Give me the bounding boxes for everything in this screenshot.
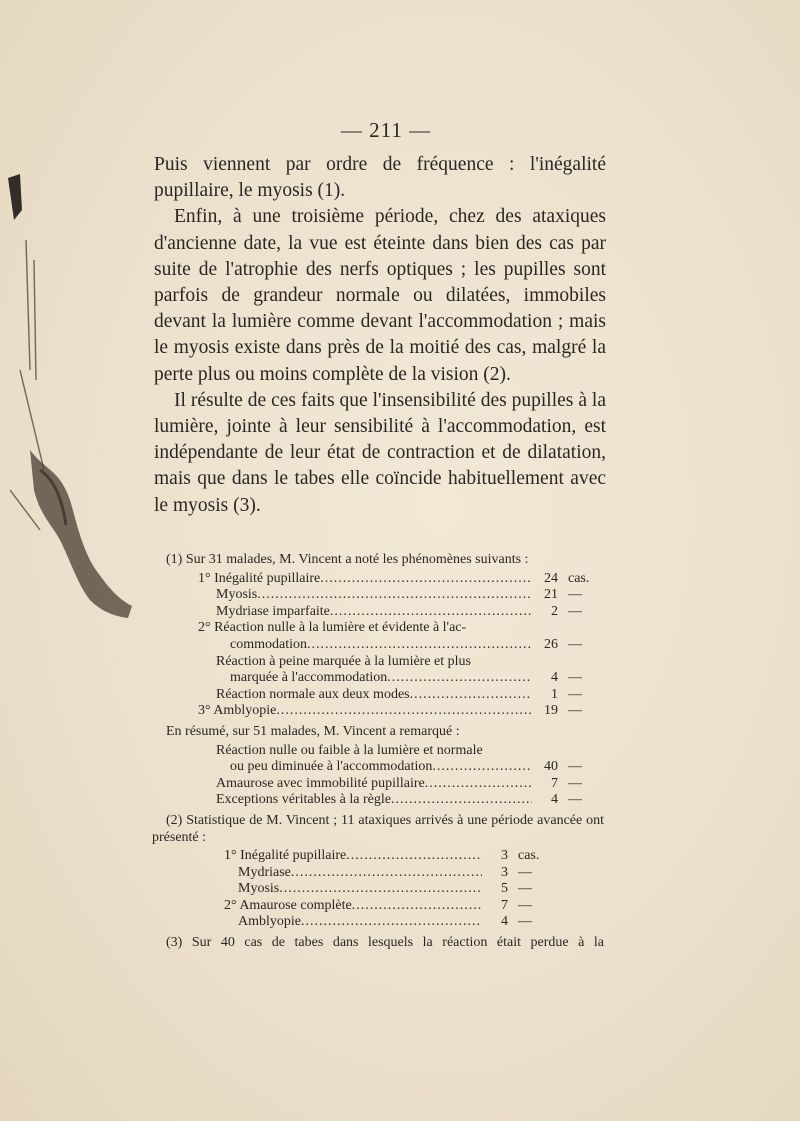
footnote-1-intro: (1) Sur 31 malades, M. Vincent a noté les phénomènes suivants :	[166, 552, 529, 567]
paragraph: Il résulte de ces faits que l'insensibilité des pupilles à la lumière, jointe à leur sensibilité à l'accommodation, est indépendante de leur état de contraction et de dilatation, mais que dans le tabes elle coïncide habituellement avec le myosis (3).	[154, 389, 606, 516]
table-row	[216, 792, 598, 809]
leader-dots	[301, 914, 482, 931]
leader-dots	[391, 792, 532, 809]
row-label: Réaction nulle ou faible à la lumière et normale	[216, 742, 483, 758]
row-label: ou peu diminuée à l'accommodation	[230, 759, 433, 775]
leader-dots	[257, 587, 532, 604]
leader-dots	[276, 703, 532, 720]
row-label: marquée à l'accommodation	[230, 670, 388, 686]
row-unit: —	[568, 792, 582, 808]
main-text	[154, 152, 606, 519]
table-row	[216, 604, 598, 621]
footnote-2-table	[152, 848, 604, 931]
row-unit: —	[568, 703, 582, 719]
table-row	[198, 703, 598, 720]
row-value: 4	[551, 670, 558, 686]
summary-intro: En résumé, sur 51 malades, M. Vincent a remarqué :	[166, 723, 460, 739]
leader-dots	[330, 604, 532, 621]
row-unit: —	[568, 686, 582, 702]
row-value: 3	[501, 864, 508, 880]
leader-dots	[425, 776, 532, 793]
row-label: 1° Inégalité pupillaire	[224, 848, 347, 864]
table-row	[238, 865, 548, 882]
summary-table	[152, 743, 604, 809]
leader-dots	[410, 687, 532, 704]
leader-dots	[291, 865, 482, 882]
table-row	[216, 759, 598, 776]
table-row	[216, 587, 598, 604]
table-row	[224, 898, 548, 915]
row-label: Myosis	[216, 587, 258, 603]
leader-dots	[279, 881, 482, 898]
row-unit: —	[568, 603, 582, 619]
row-value: 21	[544, 587, 558, 603]
row-label: Réaction à peine marquée à la lumière et plus	[216, 653, 472, 669]
row-unit: —	[518, 881, 532, 897]
row-value: 5	[501, 881, 508, 897]
row-unit: —	[568, 587, 582, 603]
row-value: 26	[544, 636, 558, 652]
row-value: 4	[551, 792, 558, 808]
row-label: 3° Amblyopie	[198, 703, 277, 719]
row-unit: —	[518, 914, 532, 930]
row-unit: —	[518, 897, 532, 913]
leader-dots	[352, 898, 482, 915]
paragraph: Puis viennent par ordre de fréquence : l'inégalité pupillaire, le myosis (1).	[154, 154, 606, 202]
row-unit: —	[568, 759, 582, 775]
table-row	[230, 637, 598, 654]
row-label: Mydriase imparfaite	[216, 603, 330, 619]
table-row	[230, 670, 598, 687]
row-value: 1	[551, 686, 558, 702]
ink-stain	[0, 170, 140, 650]
leader-dots	[346, 848, 482, 865]
row-unit: —	[568, 670, 582, 686]
leader-dots	[307, 637, 532, 654]
row-label: Mydriase	[238, 864, 291, 880]
row-value: 7	[551, 775, 558, 791]
footnotes	[152, 552, 604, 952]
row-unit: cas.	[568, 570, 590, 586]
row-value: 2	[551, 603, 558, 619]
row-value: 19	[544, 703, 558, 719]
row-unit: —	[568, 775, 582, 791]
paragraph: Enfin, à une troisième période, chez des ataxiques d'ancienne date, la vue est éteinte dans bien des cas par suite de l'atrophie des nerfs optiques ; les pupilles sont parfois de grandeur normale ou dilatées, immobiles devant la lumière comme devant l'accommodation ; mais le myosis existe dans près de la moitié des cas, malgré la perte plus ou moins complète de la vision (2).	[154, 206, 606, 385]
row-value: 7	[501, 897, 508, 913]
table-row	[216, 776, 598, 793]
row-label: 1° Inégalité pupillaire	[198, 570, 321, 586]
footnote-3-intro: (3) Sur 40 cas de tabes dans lesquels la réaction était perdue à la	[166, 935, 604, 951]
table-row	[224, 848, 548, 865]
table-row	[238, 881, 548, 898]
row-label: 2° Amaurose complète	[224, 897, 352, 913]
leader-dots	[432, 759, 532, 776]
row-label: Amblyopie	[238, 914, 301, 930]
table-row	[198, 571, 598, 588]
row-value: 3	[501, 848, 508, 864]
row-unit: —	[568, 636, 582, 652]
row-unit: —	[518, 864, 532, 880]
leader-dots	[320, 571, 532, 588]
row-label: Amaurose avec immobilité pupillaire	[216, 775, 425, 791]
page-number: — 211 —	[340, 118, 432, 142]
row-value: 24	[544, 570, 558, 586]
row-label: commodation	[230, 636, 307, 652]
row-unit: cas.	[518, 848, 540, 864]
table-row	[238, 914, 548, 931]
row-value: 4	[501, 914, 508, 930]
row-label: Réaction normale aux deux modes	[216, 686, 410, 702]
row-label: 2° Réaction nulle à la lumière et évidente à l'ac-	[198, 620, 467, 636]
footnote-1-table	[152, 571, 604, 720]
leader-dots	[387, 670, 532, 687]
table-row	[216, 687, 598, 704]
footnote-2-intro: (2) Statistique de M. Vincent ; 11 ataxiques arrivés à une période avancée ont présenté :	[152, 812, 604, 845]
row-label: Exceptions véritables à la règle	[216, 792, 391, 808]
row-label: Myosis	[238, 881, 280, 897]
row-value: 40	[544, 759, 558, 775]
